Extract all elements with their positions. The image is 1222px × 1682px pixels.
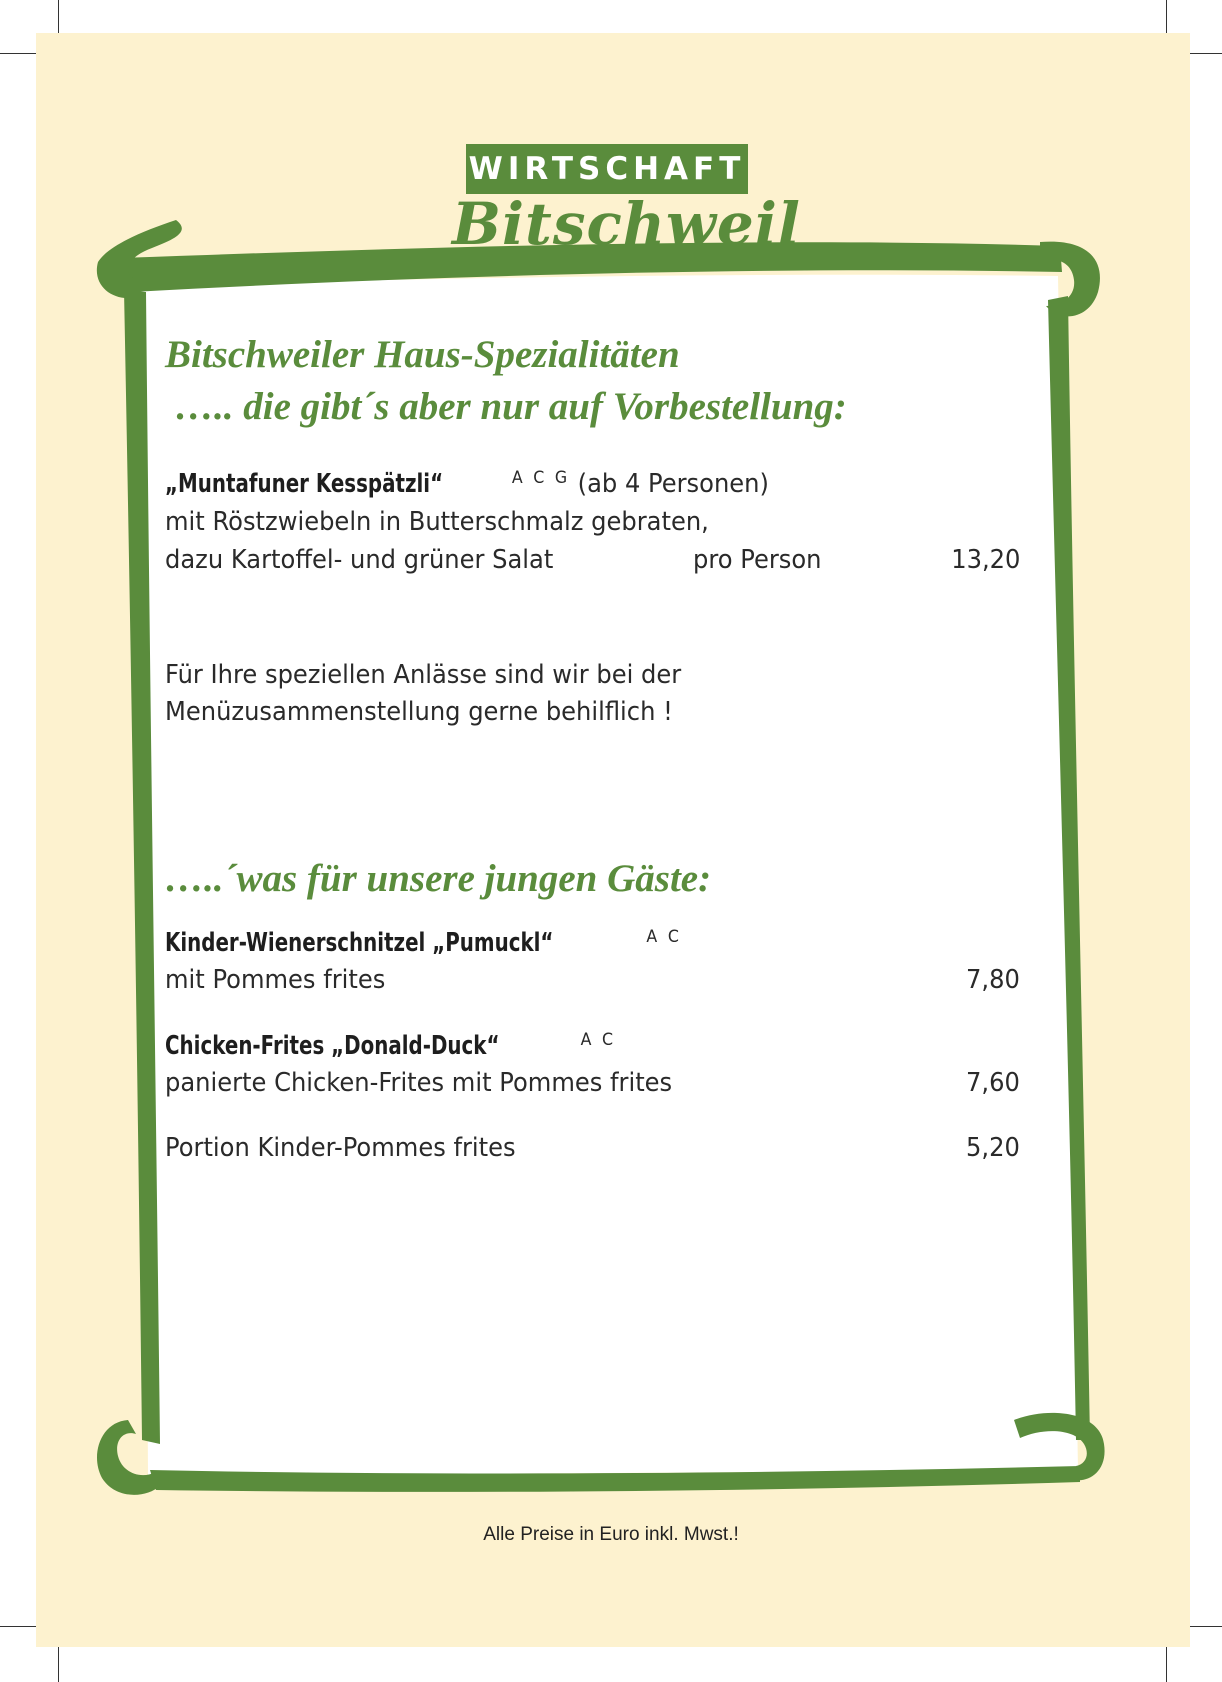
allergen-codes: A C G	[511, 468, 570, 488]
kids-heading: …..´was für unsere jungen Gäste:	[165, 857, 712, 900]
specials-item-title-line	[165, 465, 769, 503]
menu-item-note: (ab 4 Personen)	[577, 469, 769, 499]
menu-item-name: Chicken-Frites „Donald-Duck“	[165, 1031, 500, 1061]
menu-item-description: mit Pommes frites	[165, 965, 386, 995]
kids-item-title-line	[165, 1027, 616, 1065]
menu-item-description: mit Röstzwiebeln in Butterschmalz gebraten,	[165, 507, 709, 537]
info-text: Für Ihre speziellen Anlässe sind wir bei der	[165, 660, 682, 690]
logo-name: Bitschweil	[452, 190, 801, 258]
menu-item-description: Portion Kinder-Pommes frites	[165, 1133, 516, 1163]
menu-item-price: 7,80	[966, 965, 1020, 995]
menu-item-price: 7,60	[966, 1068, 1020, 1098]
menu-item-name: „Muntafuner Kesspätzli“	[165, 469, 444, 499]
specials-heading-line1: Bitschweiler Haus-Spezialitäten	[165, 333, 680, 376]
allergen-codes: A C	[580, 1030, 616, 1050]
menu-item-unit: pro Person	[693, 545, 822, 575]
specials-heading-line2: ….. die gibt´s aber nur auf Vorbestellung:	[175, 385, 847, 428]
info-text: Menüzusammenstellung gerne behilflich !	[165, 697, 673, 727]
menu-item-price: 13,20	[950, 545, 1020, 575]
logo-top-word: WIRTSCHAFT	[466, 144, 748, 194]
allergen-codes: A C	[646, 927, 682, 947]
kids-item-title-line	[165, 924, 682, 962]
menu-item-price: 5,20	[966, 1133, 1020, 1163]
price-footnote: Alle Preise in Euro inkl. Mwst.!	[483, 1524, 739, 1545]
menu-item-name: Kinder-Wienerschnitzel „Pumuckl“	[165, 928, 554, 958]
menu-item-description: dazu Kartoffel- und grüner Salat	[165, 545, 554, 575]
menu-item-description: panierte Chicken-Frites mit Pommes frites	[165, 1068, 673, 1098]
